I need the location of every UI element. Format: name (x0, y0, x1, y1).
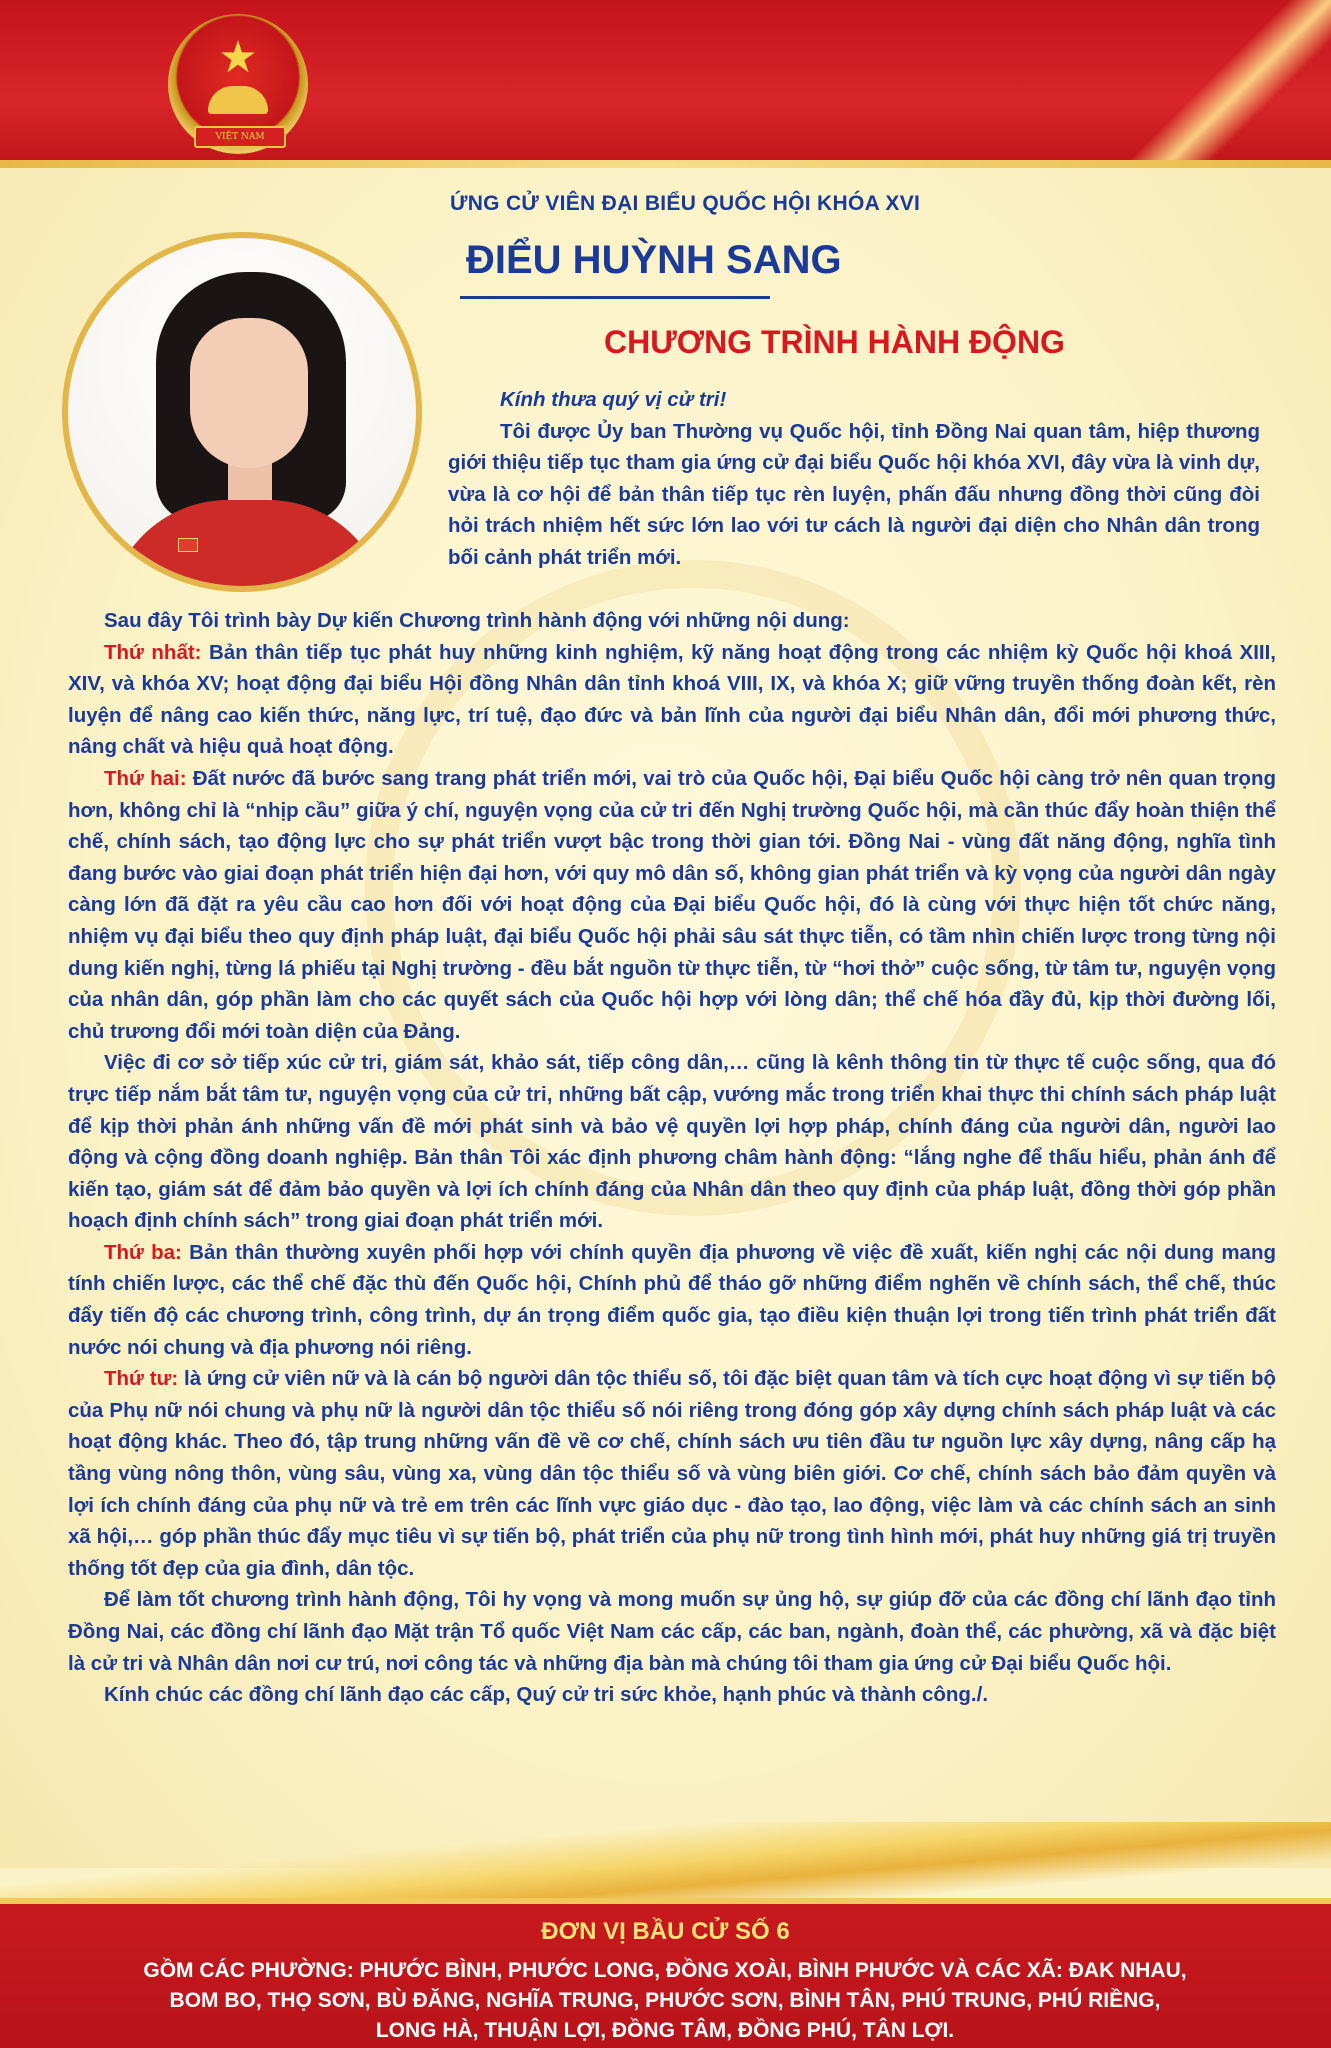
candidate-subtitle: ỨNG CỬ VIÊN ĐẠI BIỂU QUỐC HỘI KHÓA XVI (450, 192, 921, 215)
point-first-text: Bản thân tiếp tục phát huy những kinh nghiệm, kỹ năng hoạt động trong các nhiệm kỳ Quốc hội khoá XIII, XIV, và khóa XV; hoạt động đại biểu Hội đồng Nhân dân tỉnh khoá VIII, IX, và khóa X; giữ vững truyền thống đoàn kết, rèn luyện để nâng cao kiến thức, năng lực, trí tuệ, đạo đức và bản lĩnh của người đại biểu Nhân dân, đổi mới phương thức, nâng chất và hiệu quả hoạt động. (68, 640, 1276, 759)
program-body (68, 605, 1276, 1711)
electoral-unit-title: ĐƠN VỊ BẦU CỬ SỐ 6 (541, 1918, 790, 1945)
point-second (68, 763, 1276, 1047)
star-icon: ★ (218, 33, 258, 82)
program-title: CHƯƠNG TRÌNH HÀNH ĐỘNG (604, 324, 1065, 360)
point-fourth-text: là ứng cử viên nữ và là cán bộ người dân tộc thiểu số, tôi đặc biệt quan tâm và tích cực hoạt động vì sự tiến bộ của Phụ nữ nói chung và phụ nữ là người dân tộc thiểu số nói riêng trong đóng góp xây dựng chính sách pháp luật và các hoạt động khác. Theo đó, tập trung những vấn đề về cơ chế, chính sách ưu tiên đầu tư nguồn lực xây dựng, nâng cấp hạ tầng vùng nông thôn, vùng sâu, vùng xa, vùng dân tộc thiểu số và vùng biên giới. Cơ chế, chính sách bảo đảm quyền và lợi ích chính đáng của phụ nữ và trẻ em trên các lĩnh vực giáo dục - đào tạo, lao động, việc làm và các chính sách an sinh xã hội,… góp phần thúc đẩy mục tiêu vì sự tiến bộ, phát triển của phụ nữ trong tình hình mới, phát huy những giá trị truyền thống tốt đẹp của gia đình, dân tộc. (68, 1367, 1276, 1580)
opening-line: Sau đây Tôi trình bày Dự kiến Chương trình hành động với những nội dung: (104, 609, 850, 632)
intro-paragraph: Tôi được Ủy ban Thường vụ Quốc hội, tỉnh Đồng Nai quan tâm, hiệp thương giới thiệu tiếp tục tham gia ứng cử đại biểu Quốc hội khóa XVI, đây vừa là vinh dự, vừa là cơ hội để bản thân tiếp tục rèn luyện, phấn đấu nhưng đồng thời cũng đòi hỏi trách nhiệm hết sức lớn lao với tư cách là người đại diện cho Nhân dân trong bối cảnh phát triển mới. (448, 419, 1260, 569)
point-first-label: Thứ nhất: (104, 640, 202, 664)
national-emblem-icon (168, 14, 308, 154)
greeting: Kính thưa quý vị cử tri! (500, 388, 727, 411)
light-streak (1111, 0, 1331, 168)
gear-icon (208, 86, 268, 114)
point-third-text: Bản thân thường xuyên phối hợp với chính quyền địa phương về việc đề xuất, kiến nghị các nội dung mang tính chiến lược, các thể chế đặc thù đến Quốc hội, Chính phủ để tháo gỡ những điểm nghẽn về chính sách, thể chế, thúc đẩy tiến độ các chương trình, công trình, dự án trọng điểm quốc gia, tạo điều kiện thuận lợi trong tiến trình phát triển đất nước nói chung và địa phương nói riêng. (68, 1240, 1276, 1359)
point-third (68, 1237, 1276, 1363)
point-second-text: Đất nước đã bước sang trang phát triển mới, vai trò của Quốc hội, Đại biểu Quốc hội càng trở nên quan trọng hơn, không chỉ là “nhịp cầu” giữa ý chí, nguyện vọng của cử tri đến Nghị trường Quốc hội, mà cần thúc đẩy hoàn thiện thể chế, chính sách, tạo động lực cho sự phát triển vượt bậc trong thời gian tới. Đồng Nai - vùng đất năng động, nghĩa tình đang bước vào giai đoạn phát triển hiện đại hơn, với quy mô dân số, không gian phát triển và kỳ vọng của người dân ngày càng lớn đã đặt ra yêu cầu cao hơn đối với hoạt động của Đại biểu Quốc hội, đó là cùng với thực hiện tốt chức năng, nhiệm vụ đại biểu theo quy định pháp luật, đại biểu Quốc hội phải sâu sát thực tiễn, có tầm nhìn chiến lược trong từng nội dung kiến nghị, từng lá phiếu tại Nghị trường - đều bắt nguồn từ thực tiễn, từ “hơi thở” cuộc sống, từ tâm tư, nguyện vọng của nhân dân, góp phần làm cho các quyết sách của Quốc hội hợp với lòng dân; thể chế hóa đầy đủ, kịp thời đường lối, chủ trương đổi mới toàn diện của Đảng. (68, 766, 1276, 1043)
electoral-unit-wards: GỒM CÁC PHƯỜNG: PHƯỚC BÌNH, PHƯỚC LONG, ĐỒNG XOÀI, BÌNH PHƯỚC VÀ CÁC XÃ: ĐAK NHAU, BOM BO, THỌ SƠN, BÙ ĐĂNG, NGHĨA TRUNG, PHƯỚC SƠN, BÌNH TÂN, PHÚ TRUNG, PHÚ RIỀNG, LONG HÀ, THUẬN LỢI, ĐỒNG TÂM, ĐỒNG PHÚ, TÂN LỢI. (143, 1959, 1187, 2042)
portrait-face (190, 318, 308, 468)
wishes-line: Kính chúc các đồng chí lãnh đạo các cấp, Quý cử tri sức khỏe, hạnh phúc và thành công./. (104, 1683, 989, 1707)
flag-pin-icon (178, 538, 198, 552)
intro-section (448, 384, 1260, 574)
closing-paragraph: Để làm tốt chương trình hành động, Tôi hy vọng và mong muốn sự ủng hộ, sự giúp đỡ của các đồng chí lãnh đạo tỉnh Đồng Nai, các đồng chí lãnh đạo Mặt trận Tổ quốc Việt Nam các cấp, các ban, ngành, đoàn thể, các phường, xã và đặc biệt là cử tri và Nhân dân nơi cư trú, nơi công tác và những địa bàn mà chúng tôi tham gia ứng cử Đại biểu Quốc hội. (68, 1588, 1276, 1675)
bottom-gold-rule (0, 1898, 1331, 1904)
point-second-label: Thứ hai: (104, 766, 187, 790)
point-first (68, 637, 1276, 763)
candidate-name: ĐIỂU HUỲNH SANG (466, 238, 842, 282)
point-third-label: Thứ ba: (104, 1240, 182, 1264)
top-gold-rule (0, 160, 1331, 168)
portrait-jacket (108, 500, 388, 592)
top-banner (0, 0, 1331, 168)
point-second-continued: Việc đi cơ sở tiếp xúc cử tri, giám sát, khảo sát, tiếp công dân,… cũng là kênh thông tin từ thực tế cuộc sống, qua đó trực tiếp nắm bắt tâm tư, nguyện vọng của cử tri, những bất cập, vướng mắc trong triển khai thực thi chính sách pháp luật để kịp thời phản ánh những vấn đề mới phát sinh và bảo vệ quyền lợi hợp pháp, chính đáng của người dân, người lao động và cộng đồng doanh nghiệp. Bản thân Tôi xác định phương châm hành động: “lắng nghe để thấu hiểu, phản ánh để kiến tạo, giám sát để đảm bảo quyền và lợi ích chính đáng của Nhân dân theo quy định của pháp luật, đồng thời góp phần hoạch định chính sách” trong giai đoạn phát triển mới. (68, 1051, 1276, 1233)
point-fourth-label: Thứ tư: (104, 1367, 179, 1391)
point-fourth (68, 1363, 1276, 1584)
name-underline (460, 296, 770, 299)
emblem-ribbon: VIỆT NAM (194, 126, 286, 148)
candidate-portrait (62, 232, 422, 592)
